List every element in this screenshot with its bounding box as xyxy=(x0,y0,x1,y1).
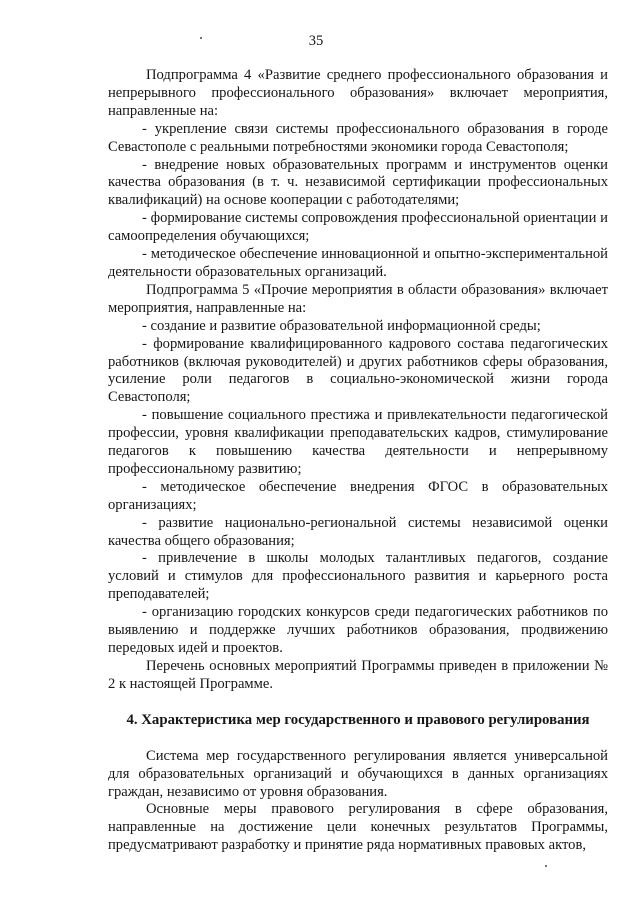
list-item: - формирование квалифицированного кадрового состава педагогических работников (включая руководителей) и других работников сферы образования, усиление роли педагогов в социально-экономической жизни города Севастополя; xyxy=(108,335,608,406)
paragraph: Система мер государственного регулирования является универсальной для образовательных организаций и обучающихся в данных организациях граждан, независимо от уровня образования. xyxy=(108,747,608,800)
scan-speck xyxy=(545,865,547,867)
list-item: - методическое обеспечение инновационной и опытно-экспериментальной деятельности образовательных организаций. xyxy=(108,246,608,280)
list-item: - внедрение новых образовательных программ и инструментов оценки качества образования (в т. ч. независимой сертификации профессиональных квалификаций) на основе кооперации с работодателями; xyxy=(108,156,608,209)
paragraph: Подпрограмма 4 «Развитие среднего профессионального образования и непрерывного профессионального образования» включает мероприятия, направленные на: xyxy=(108,67,608,119)
list-item: - укрепление связи системы профессионального образования в городе Севастополе с реальными потребностями экономики города Севастополя; xyxy=(108,120,608,155)
list-item: - формирование системы сопровождения профессиональной ориентации и самоопределения обучающихся; xyxy=(108,210,608,245)
section-heading: 4. Характеристика мер государственного и правового регулирования xyxy=(126,711,590,728)
list-item: - организацию городских конкурсов среди педагогических работников по выявлению и поддержке лучших работников образования, продвижению передовых идей и проектов. xyxy=(108,604,608,656)
body-text xyxy=(108,67,608,855)
page-number: 35 xyxy=(308,33,324,49)
list-item: - развитие национально-региональной системы независимой оценки качества общего образования; xyxy=(108,514,608,549)
list-item: - создание и развитие образовательной информационной среды; xyxy=(142,317,541,334)
paragraph: Подпрограмма 5 «Прочие мероприятия в области образования» включает мероприятия, направленные на: xyxy=(108,281,608,316)
list-item: - методическое обеспечение внедрения ФГОС в образовательных организациях; xyxy=(108,478,608,513)
list-item: - повышение социального престижа и привлекательности педагогической профессии, уровня квалификации преподавательских кадров, стимулирование педагогов к повышению качества деятельности и непрерывному профессиональному развитию; xyxy=(108,407,608,477)
scan-speck xyxy=(200,37,202,39)
paragraph: Перечень основных мероприятий Программы приведен в приложении № 2 к настоящей Программе. xyxy=(108,657,608,692)
paragraph: Основные меры правового регулирования в сфере образования, направленные на достижение цели конечных результатов Программы, предусматривают разработку и принятие ряда нормативных правовых актов, xyxy=(108,801,608,854)
list-item: - привлечение в школы молодых талантливых педагогов, создание условий и стимулов для профессионального развития и карьерного роста преподавателей; xyxy=(108,550,608,603)
